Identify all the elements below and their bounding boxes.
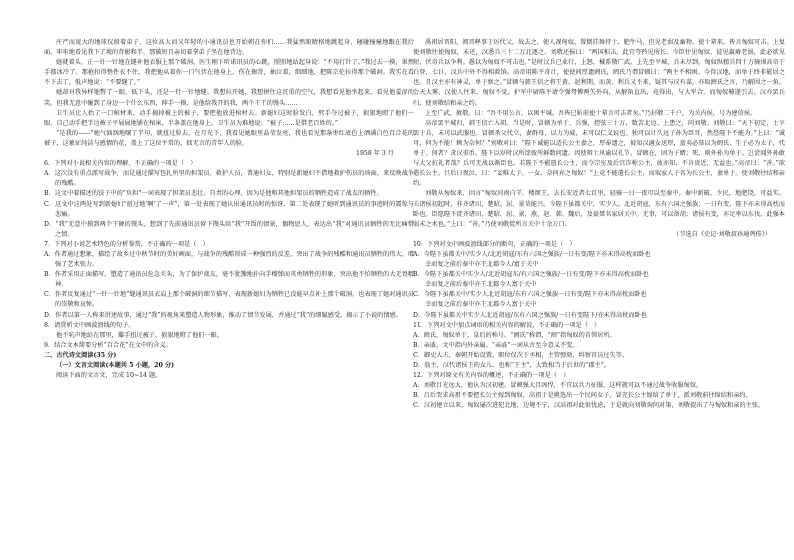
question-6: 6．下列对小说相关内容的理解，不正确的一项是（ ） [44,160,197,168]
story-paragraph-1: 庄严而庞大的地球仪般着弟子，这位高大而又年轻的小通讯员也开始朝在你们……我猛然眼睛格地跳起身，碰碰撞撞地跟在我后面，牢牢地看见我下了坡的背影和半，那破短且亲切着拿弟子坐在他背边。 [44,39,414,57]
question-7-option-b: B．作者采用正面描写，塑造了通讯员危急关头，为了保护战友，毫不犹豫地扑向手榴弹而英勇牺牲的形象，突出他不怕牺牲的大无畏精神。 [44,271,414,289]
question-7-option-c: C．作者反复通过“一针一针地”缝通讯员衣肩上那个破洞的细节描写，表现新媳妇为牺牲已没能早点补上那个破洞，也表现了她对通讯员的崇敬和哀悼。 [44,291,414,309]
question-10-option-d: D．今陛下虽都关中实少人北近胡寇/东有六国之强族/一日有变陛下/亦未得高枕而卧也 [413,311,647,319]
question-7-option-d: D．作者以第一人称来讲述故事，通过“我”的视角来塑造人物形象，推动了情节发展，并通过“我”的细腻感受，揭示了小说的情感。 [44,311,402,319]
question-12-option-c: C．汉初建立以来，匈奴屡次进犯北地，边境不宁，汉高祖对此很忧虑，于是就向刘敬询问对策，刘敬提出了与匈奴和亲的主张。 [413,402,765,410]
classical-paragraph-4: 刘敬从匈奴来，因言“匈奴河南白羊、楼烦王，去长安近者七百里，轻骑一日一夜可以至秦中。秦中新破，少民，地肥饶，可益实。夫诸侯初起时，非齐诸田，楚昭、屈、景莫能兴。今陛下虽都关中，实少人。北近胡寇，东有六国之强族，一日有变，陛下亦未得高枕而卧也。臣愿陛下徙齐诸田，楚昭、屈、景，燕、赵、韩、魏后，及豪桀名家居关中。无事，可以备胡；诸侯有变，亦足率以东伐。此强本弱末之术也。”上曰：“善。”乃使刘敬徙所言关中十余万口。 [413,190,785,228]
source-citation: （节选自《史记·刘敬叔孙通列传》） [673,230,771,238]
question-11-option-d: D．翁主，汉代诸侯王的女儿。也称“王主”，大致相当于后世的“郡主”。 [413,362,611,369]
left-column [44,38,414,381]
story-paragraph-3: 她却对我异样地瞥了一眼，低下头，还是一针一针地缝。我想拉开她，我想拼住这沉重的空气，我想看见他坐起来，看见他羞涩的笑。但我无意中碰到了身边一个什么东西，伸手一摸，是他给我开的我，两个干干的馒头…… [44,89,414,107]
question-7-option-a: A．作者通过想象，描绘了故乡过中秋节时的美好画面，与战争的残酷形成一种强烈的反差，突出了战争的残酷和通讯员牺牲的伟大，增强了艺术张力。 [44,250,414,269]
right-column [413,38,785,411]
classical-paragraph-1: 禹祖居晋阳，阅晋释事于厉代父，故去之。使人视甸奴，置倒挂舞持士、肥牛马，但见老弱及畜物。使十辈来，皆言匈奴可击。上复使刘敬往使匈奴，未还，汉悉兵三十二万北逐之。刘敬还报曰：“两国相击，此宜夸矜见所长。今臣往见匈奴，徒见羸瘠老弱，此必欲见短，伏奇兵以争利。愚以为匈奴不可击也。”是时汉兵已业行，上怒，械系敬广武。上先至平城，兵未尽到。匈奴纵精兵四十万骑围高帝于白登，七日，汉兵中外不得相救饷。高帝用陈平奇计，使使间厚遗阏氏，阏氏乃谓冒顿曰：“两主不相困。今得汉地，而单于终非能居之也。且汉主亦有神灵，单于察之。”冒顿与韩王信之将王黄、赵利期，而黄、利兵又不来，疑其与汉有谋，亦取阏氏之言，乃解围之一角。会天大雾，汉使人往来，匈奴不觉。护军中尉陈平请令强弩傅两矢外向，从解角直出，竟得出，与大军合，而匈奴骑遂引去。汉亦罢兵归，使刘敬结和亲之约。 [413,39,785,107]
question-12-option-a: A．刘敬目光远大，他认为汉初建，冒顿强大且凶悍，不宜以兵力征服，这样就可以不通过战争收服匈奴。 [413,382,703,390]
question-8: 8．请赏析文中画波浪线的句子。 [44,321,135,329]
question-6-option-b: B．这文中着描述的饺子中的“负担”一词表现了担架员悲壮、自责的心理，因为是他和其他担架员的牺牲造成了战友的牺牲。 [44,190,383,198]
story-paragraph-2: 她就着头，正一针一针地在缝补他衣服上那个破洞。医生刚下听诺讯员的心跳，照照地站起身说：“不用打针了。”我过去一摸，果然手都冰冷了。那抢扣得整件衣不住，我把他从着你一口气伏在他身上，伤在擦背，抽泣着，细细地，把陈宗伦拉得那个破洞。我实在看不下去了，低声地说：“不要缝了。” [44,59,414,87]
question-10-option-a-cont: 幸而复之前后秦中亦王北郡今人/富于关中 [425,261,539,269]
classical-paragraph-2: 上至广武，赦敬。曰：“吾不用公言，以困平城。吾皆已斩前使十辈言可击者矣。”乃封敬二千户，为关内侯，号为建信侯。 [425,109,757,117]
question-10-option-c-cont: 幸而复之前后秦中亦王北郡今人富于关中 [425,301,537,309]
story-paragraph-4: 卫生员让人抬了一口棺材来，动手揭掉被上的被子，要把他放进棺材去。新媳妇这时脸发白，劈手夺过被子，狠狠地瞪了他们一眼，自己动手把半边被子平展展地铺在棺床，半条盖在他身上。卫生员为难地说：“被子……是借老百姓的。” [44,109,414,127]
question-6-option-a: A．这次没有重点派写战争，而是通过描写包扎所里的担架员、救护人员，普通妇女，特别是新媳妇不借地救护伤员的场面，来反映战争的残酷。 [44,170,414,188]
question-11-option-a: A．阏氏，匈奴单于，皇后的称号。“阏氏”称谓，“阏”指匈奴的首领居所。 [413,331,616,339]
question-8-sentence: 他不吭声地站在那里，攥手扭过被子，狠狠地瞪了他们一眼。 [56,331,224,339]
story-date: 1958 年 3 月 [356,150,394,158]
classical-paragraph-3: 高帝罢平城归，韩王信亡入胡。当是时，冒顿为单于，兵强，控弦三十万，数苦北边。上患之，问刘敬。刘敬曰：“天下初定，士卒罢于兵，未可以武服也。冒顿杀父代立，妻群母，以力为威，未可以仁义说也。独可以计久远子孙为臣耳，然恐陛下不能为。”上曰：“诚可，何为不能！顾为奈何？”刘敬对曰：“陛下诚能以适长公主妻之，厚奉遗之，彼知汉適女送厚，蛮夷必慕以为阏氏，生子必为太子，代单于。何者？贪汉重币。陛下以岁时汉所馀彼所鲜数问遗，因使辩士风谕以礼节。冒顿在，固为子婿；死，则外孙为单于。岂尝闻外孙敢与大父抗礼者哉？兵可无战以渐臣也。若陛下不能遣长公主，而令宗室及后宫诈称公主，彼亦知，不肯贵近，无益也。”高帝曰：“善。”欲遣长公主。吕后日夜泣，曰：“妾唯太子、一女，奈何弃之匈奴！”上竟不能遣长公主，而取家人子名为长公主，妻单于。使刘敬往结和亲约。 [413,119,785,188]
question-12: 12．下列对原文有关内容的概述，不正确的一项是（ ） [413,372,570,380]
question-11: 11．下列对文中加点词语的相关内容的解说，不正确的一项是（ ） [413,321,601,329]
section-2-subheading: （一）文言文阅读(本题共 5 小题，20 分) [56,362,175,369]
question-10-option-c: C．今陛下虽都关中/实少人北近胡寇/东有六国之强族一日有变/陛下亦未得高枕而卧也 [413,291,647,299]
question-7: 7．下列对小说艺术特色的分析鉴赏，不正确的一项是（ ） [44,240,209,248]
question-12-option-b: B．吕后哭求高祖不要把长公主嫁到匈奴，高祖于是挑选出一个民间女子，冒充长公主嫁给了单于，派刘敬前往缔结和亲约。 [413,392,752,400]
question-10-option-a: A．今陛下虽都关中/实少人/北近胡寇/东有六国之强族/一日有变/陛下亦未得高枕而卧也 [413,250,651,258]
question-6-option-d: D．“我”无意中摸到两个干硬的馒头，想到了先前通讯员留下馒头给“我”开饭的情景，偶物思人，表达出“我”对通讯员牺牲的无比痛惜之情。 [44,220,414,238]
question-10-option-b-cont: 幸而复之前后秦中亦王北郡今人富于关中 [425,281,537,289]
question-11-option-c: C．御史大夫，秦朝开始设置，职位仅次于丞相，主管弹劾、纠察官员过失等。 [413,351,629,359]
question-10: 10．下列对文中画波浪线部分的断句，正确的一项是（ ） [413,240,576,248]
question-10-option-b: B．今陛下虽都关中实少人/北近胡寇东/有六国之强族/一日有变/陛下亦未得高枕而卧也 [413,271,649,279]
question-11-option-b: B．亲戚，文中指内外亲属。“亲戚”一词从古至今意义不变。 [413,341,579,349]
question-6-option-c: C．这文中这两处写到新媳妇“扭过地‘啊’了一声”，第一处表现了她认出通讯员时的惊讶，第二处表现了她听到通讯员的事迹时的震惊与悲痛。 [44,200,414,218]
question-9: 9．结合文本简要分析“百合花”在文中的含义。 [44,341,172,349]
section-2-instruction: 阅读下面的文言文，完成 10~14 题。 [56,372,162,380]
story-paragraph-5: “是我的——”她气汹汹地嚷了半句，就扭过脸去。在月光下，我看见她眼里晶莹发亮，我也看见那条枣红底色上洒满白色百合花的被子，这象征纯洁与感情的花，盖上了这位平常的、拙无言的青年人的脸。 [44,129,414,147]
section-2-heading: 二、古代诗文阅读(35 分) [44,351,117,359]
